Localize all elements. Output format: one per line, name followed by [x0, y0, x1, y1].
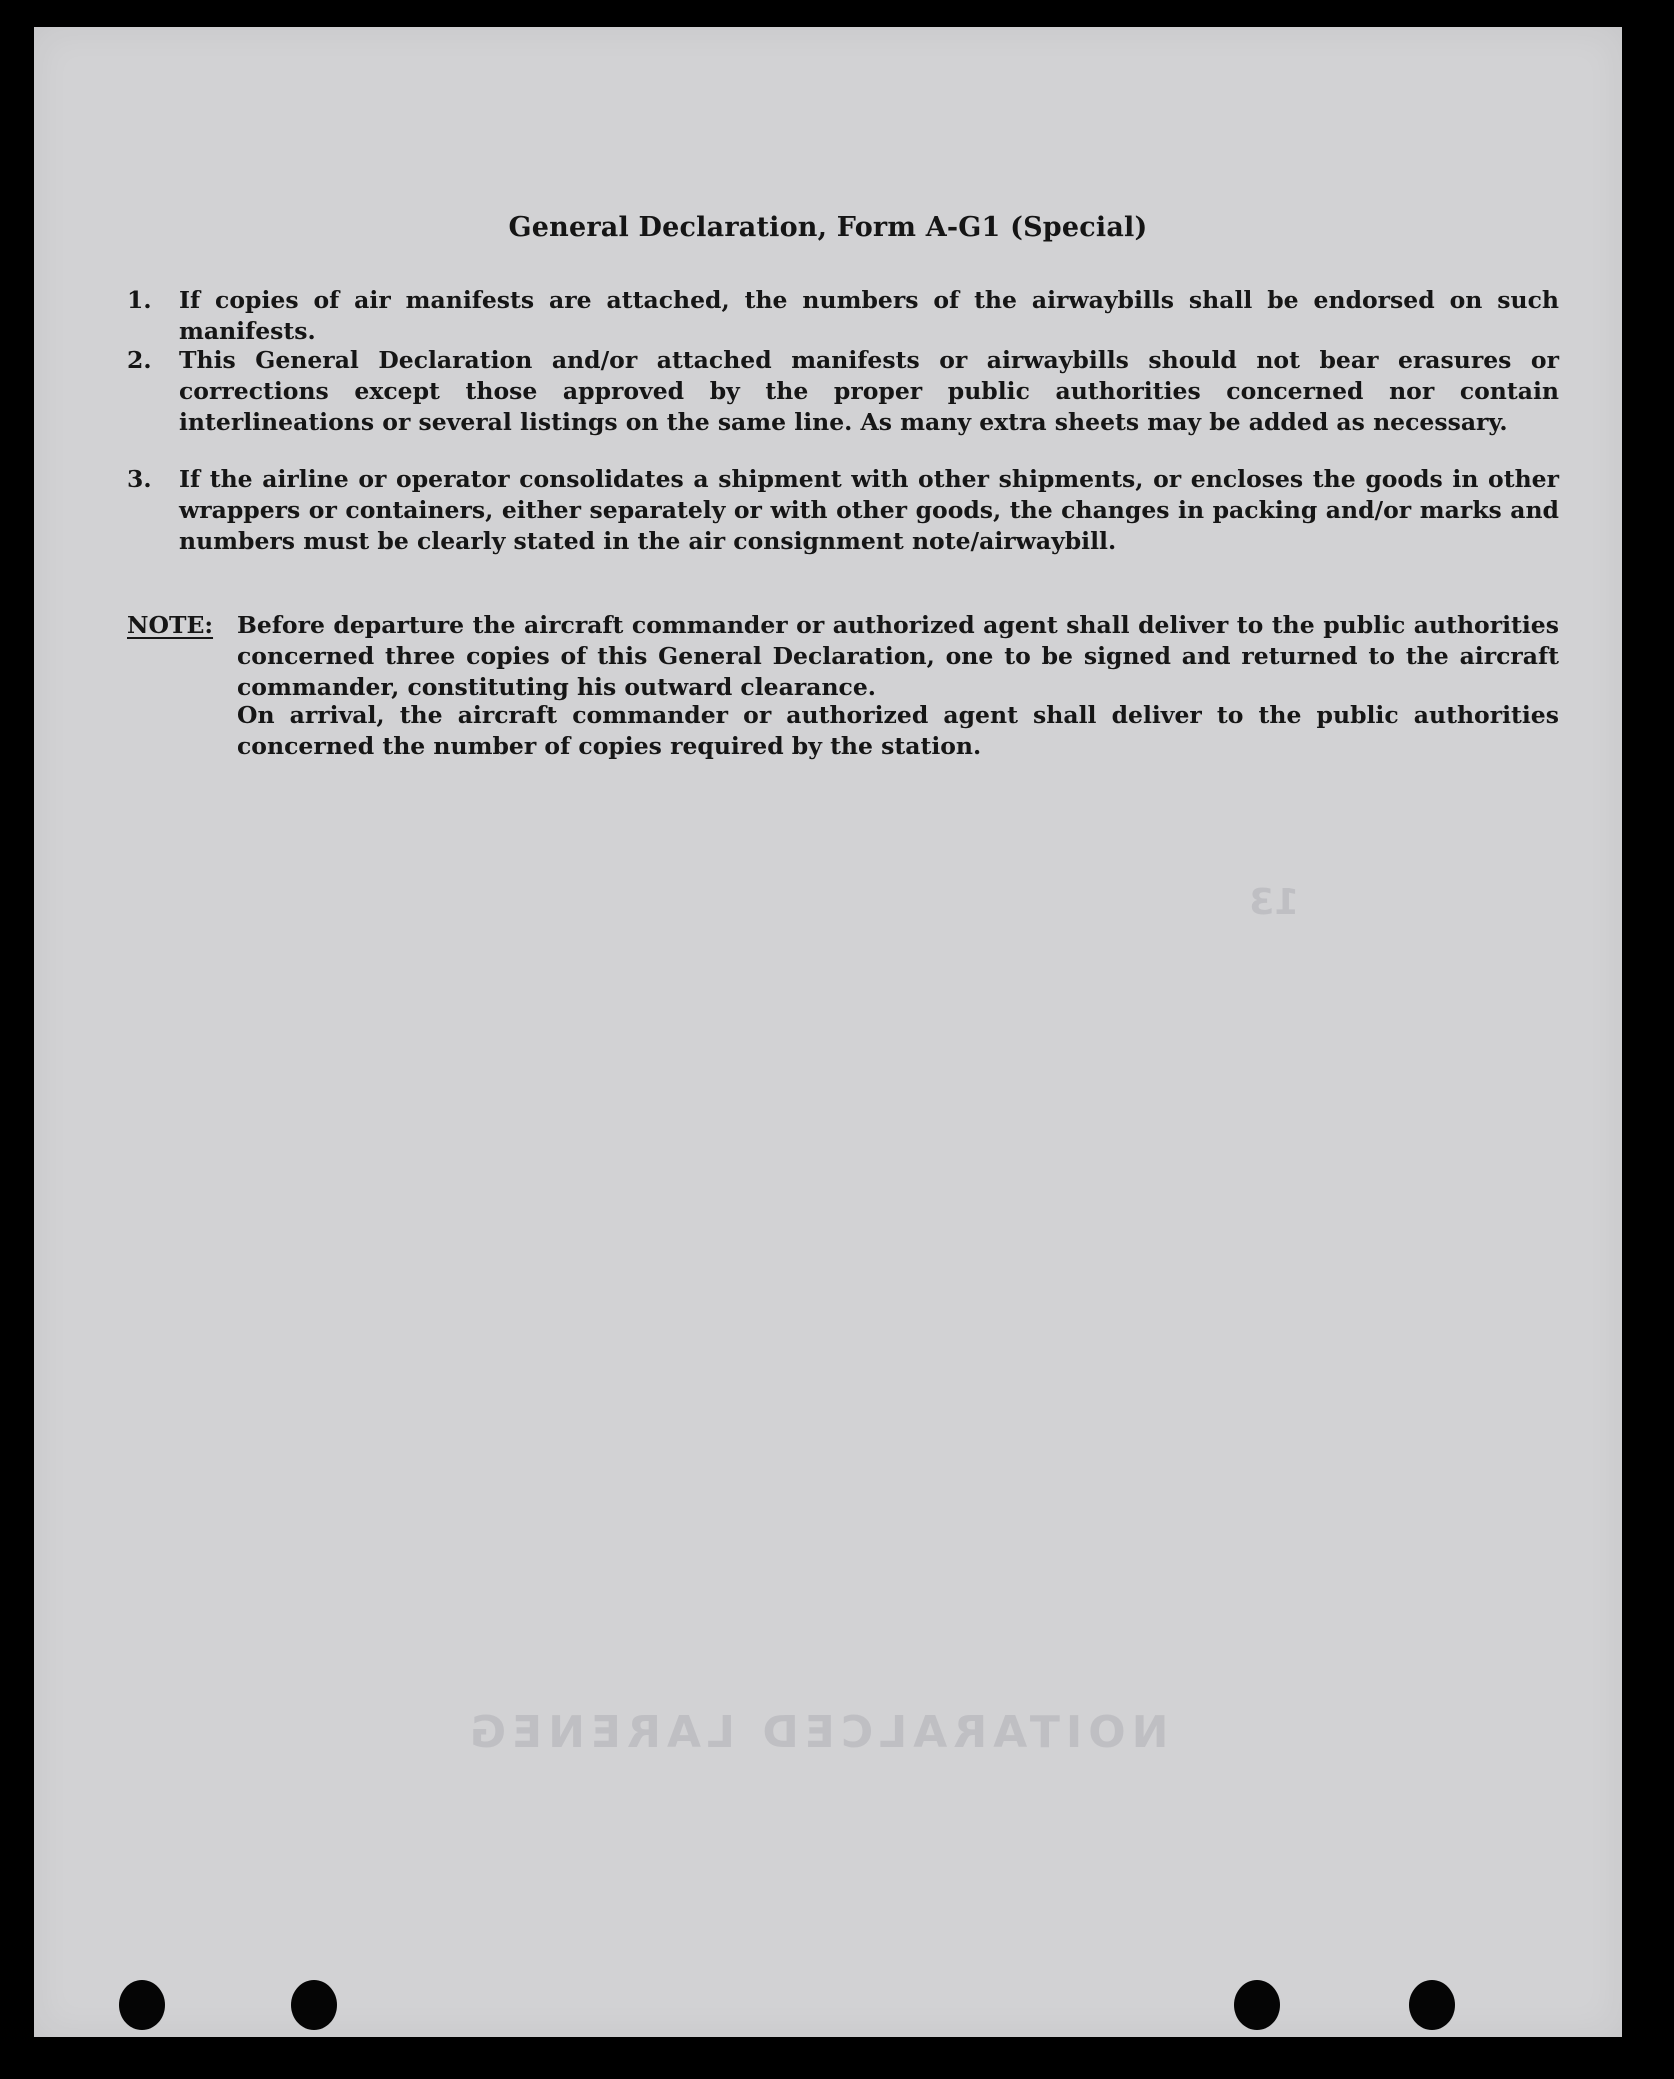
note-paragraph: Before departure the aircraft commander or authorized agent shall deliver to the public authorities concerned three copies of this General Declaration, one to be signed and returned to the aircraft commander, constituting his outward clearance.	[237, 611, 1559, 701]
punch-hole	[1409, 1980, 1455, 2030]
list-item	[127, 464, 1559, 557]
item-text: If copies of air manifests are attached, the numbers of the airwaybills shall be endorsed on such manifests.	[179, 286, 1559, 345]
punch-hole	[291, 1980, 337, 2030]
item-number: 2.	[127, 346, 152, 374]
item-number: 1.	[127, 286, 152, 314]
bleed-through-mark: NOITARALCED LARENEG	[464, 1707, 1169, 1758]
item-number: 3.	[127, 465, 152, 493]
note-label: NOTE:	[127, 611, 214, 639]
punch-hole	[1234, 1980, 1280, 2030]
item-text: This General Declaration and/or attached manifests or airwaybills should not bear erasures or corrections except those approved by the proper public authorities concerned nor contain interlineations or several listings on the same line. As many extra sheets may be added as necessary.	[179, 346, 1559, 436]
note-paragraph: On arrival, the aircraft commander or authorized agent shall deliver to the public authorities concerned the number of copies required by the station.	[237, 701, 1559, 760]
bleed-through-mark: 13	[1249, 882, 1300, 923]
document-page	[34, 27, 1622, 2037]
list-item	[127, 345, 1559, 438]
list-item	[127, 285, 1559, 347]
item-text: If the airline or operator consolidates a shipment with other shipments, or encloses the goods in other wrappers or containers, either separately or with other goods, the changes in packing and/or marks and numbers must be clearly stated in the air consignment note/airwaybill.	[179, 465, 1559, 555]
punch-hole	[119, 1980, 165, 2030]
page-title: General Declaration, Form A-G1 (Special)	[508, 212, 1148, 243]
